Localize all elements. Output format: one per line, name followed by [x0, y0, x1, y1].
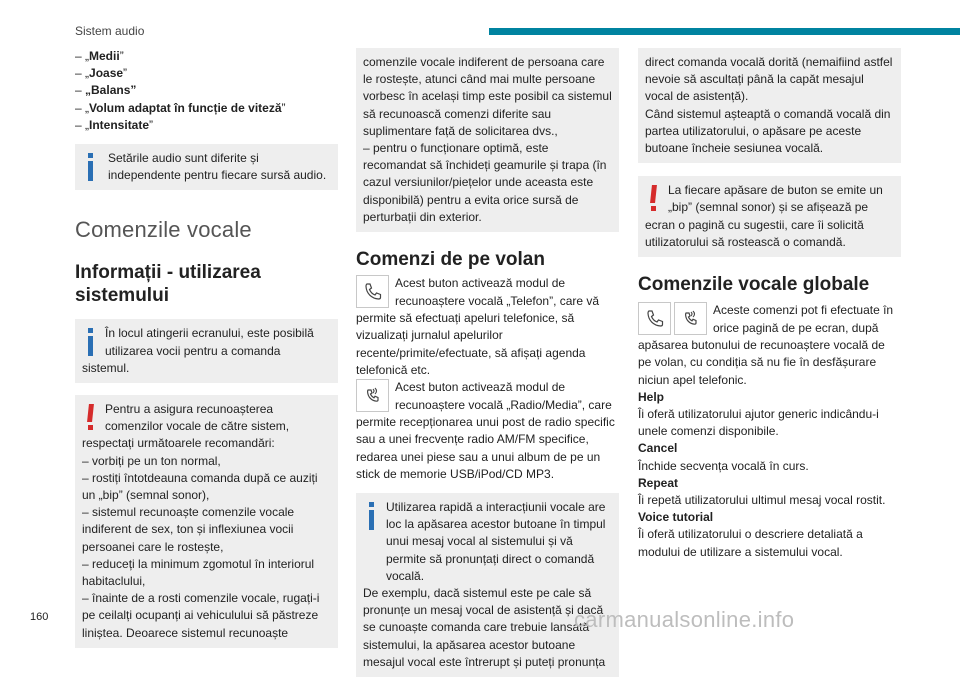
list-item-suffix: ”: [281, 100, 286, 115]
warning-icon: [84, 404, 96, 432]
section-title: Comenzile vocale: [75, 217, 252, 243]
global-commands-intro: [638, 302, 901, 389]
list-item: [75, 65, 338, 82]
note-lines: [363, 516, 612, 671]
button-description: recunoaștere vocală „Radio/Media”, care permite recepționarea unui post de radio specific sau a unei frecvențe radio AM/FM specifice, redarea unei piese sau a unui album de pe un stick de memorie USB/iPod/CD MP3.: [356, 398, 615, 481]
warning-line: – rostiți întotdeauna comanda după ce auziți un „bip” (semnal sonor),: [82, 470, 318, 503]
info-note-voice: [75, 319, 338, 383]
column-3: [638, 48, 901, 561]
list-item-suffix: ”: [119, 49, 124, 63]
warning-line: – sistemul recunoaște comenzile vocale indiferent de sex, ton și inflexiunea vocii persoanei care le rostește,: [82, 505, 295, 554]
intro-text: orice pagină de pe ecran, după apăsarea butonului de recunoaștere vocală de pe volan, cu condiția să nu fie în desfășurare niciun apel telefonic.: [638, 321, 885, 387]
audio-settings-list: [75, 48, 338, 134]
subsection-title: Comenzile vocale globale: [638, 274, 870, 296]
list-item-prefix: –: [75, 83, 86, 98]
note-line: De exemplu, dacă sistemul este pe cale să pronunțe un mesaj vocal de asistență și dacă se cunoaște comanda care trebuie lansată sistemului, la apăsarea acestor butoane mesajul vocal este întrerupt și puteți pronunța: [363, 586, 606, 669]
info-note-quick-voice: [356, 493, 619, 677]
page-number: 160: [30, 611, 49, 623]
button-description: recunoaștere vocală „Telefon”, care vă permite să efectuați apeluri telefonice, să vizualizați jurnalul apelurilor recente/primite/efectuate, să afișați agenda telefonică etc.: [356, 294, 600, 377]
phone-button-icon: [638, 302, 671, 335]
warning-note-beep: [638, 176, 901, 257]
button-first-line: Acest buton activează modul de: [395, 276, 566, 291]
note-lines: [645, 54, 894, 157]
info-icon: [364, 502, 379, 532]
note-line: loc la apăsarea acestor butoane în timpul unui mesaj vocal al sistemului și vă permite să pronunțați direct o comandă vocală.: [386, 517, 606, 583]
list-item-suffix: ”: [149, 117, 154, 132]
warning-note-continued: [356, 48, 619, 232]
phone-button-description: [356, 275, 619, 379]
warning-lines: [82, 418, 331, 642]
command-description: Îi oferă utilizatorului ajutor generic indicându-i unele comenzi disponibile.: [638, 407, 879, 439]
watermark: carmanualsonline.info: [574, 607, 795, 632]
note-line: Când sistemul așteaptă o comandă vocală din partea utilizatorului, o apăsare pe aceste butoane încheie sesiunea vocală.: [645, 106, 891, 156]
list-item-prefix: – „: [75, 100, 90, 115]
warning-text: „bip” (semnal sonor) și se afișează pe ecran o pagină cu sugestii, care îi solicită utilizatorului să rostească o comandă.: [645, 200, 869, 249]
note-line: direct comanda vocală dorită (nemaifiind astfel nevoie să ascultați până la capăt mesajul vocal de asistență).: [645, 55, 893, 104]
command-name: Repeat: [638, 475, 679, 490]
command-description: Îi repetă utilizatorului ultimul mesaj vocal rostit.: [638, 493, 886, 508]
note-first-line: Utilizarea rapidă a interacțiunii vocale are: [386, 500, 606, 515]
warning-line: – reduceți la minimum zgomotul în interiorul habitaclului,: [82, 556, 315, 589]
subsection-title: Informații - utilizarea sistemului: [75, 262, 261, 307]
list-item: [75, 100, 338, 117]
warning-first-line: La fiecare apăsare de buton se emite un: [668, 183, 883, 198]
command-description: Închide secvența vocală în curs.: [638, 458, 809, 473]
list-item-label: Joase: [89, 66, 124, 81]
info-note-continued: [638, 48, 901, 163]
list-item-suffix: ”: [123, 66, 128, 81]
header-accent-bar: [489, 28, 960, 35]
warning-lines: [363, 54, 612, 226]
global-commands-list: [638, 389, 901, 561]
voice-command-icon: [356, 379, 389, 412]
voice-command-icon: [674, 302, 707, 335]
warning-note-recommendations: [75, 395, 338, 648]
warning-line: respectați următoarele recomandări:: [82, 436, 275, 451]
command-name: Voice tutorial: [638, 510, 714, 525]
command-name: Help: [638, 389, 665, 404]
list-item-prefix: – „: [75, 49, 90, 63]
list-item-prefix: – „: [75, 117, 90, 132]
note-first-line: În locul atingerii ecranului, este posibilă: [105, 326, 314, 341]
list-item: [75, 48, 338, 65]
running-header-title: Sistem audio: [75, 24, 145, 38]
warning-line: – pentru o funcționare optimă, este recomandat să închideți geamurile și trapa (în cazul versiunilor/piețelor unde aceasta este disponibilă) pentru a evita orice sursă de perturbații din exterior.: [363, 141, 607, 224]
phone-button-icon: [356, 275, 389, 308]
warning-line: – înainte de a rosti comenzile vocale, rugați-i pe ceilalți ocupanți ai vehiculului să păstreze liniștea. Deoarece sistemul recunoaște: [82, 591, 320, 640]
note-text: utilizarea vocii pentru a comanda sistemul.: [82, 343, 281, 375]
info-icon: [83, 328, 98, 358]
info-note-audio-settings: [75, 144, 338, 190]
note-text: Setările audio sunt diferite și independente pentru fiecare sursă audio.: [108, 151, 327, 183]
intro-first-line: Aceste comenzi pot fi efectuate în: [713, 303, 894, 318]
warning-line: comenzile vocale indiferent de persoana care le rostește, atunci când mai multe persoane vorbesc în același timp este posibil ca sistemul să recunoască comenzi diferite sau suplimentare față de solicitarea dvs.,: [363, 55, 612, 138]
command-description: Îi oferă utilizatorului o descriere detaliată a modului de utilizare a sistemului vocal.: [638, 527, 863, 559]
subsection-title: Comenzi de pe volan: [356, 249, 545, 271]
media-button-description: [356, 379, 619, 483]
warning-line: comenzilor vocale de către sistem,: [105, 419, 290, 434]
list-item: [75, 117, 338, 134]
warning-line: – vorbiți pe un ton normal,: [82, 453, 221, 468]
list-item-label: „Balans”: [85, 83, 137, 98]
column-2: [356, 48, 619, 677]
list-item-label: Intensitate: [89, 117, 150, 132]
list-item: [75, 82, 338, 99]
button-first-line: Acest buton activează modul de: [395, 380, 566, 395]
info-icon: [83, 153, 98, 183]
list-item-prefix: – „: [75, 66, 90, 81]
list-item-label: Volum adaptat în funcție de viteză: [89, 100, 282, 115]
command-name: Cancel: [638, 441, 678, 456]
column-1: [75, 48, 338, 648]
list-item-label: Medii: [89, 49, 120, 63]
warning-first-line: Pentru a asigura recunoașterea: [105, 402, 274, 417]
warning-icon: [647, 185, 659, 213]
